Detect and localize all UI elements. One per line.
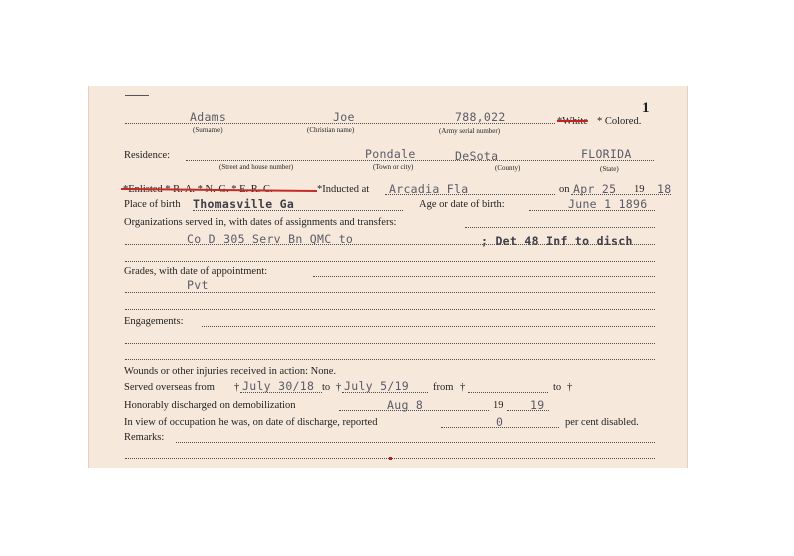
overseas-label: Served overseas from	[124, 382, 215, 393]
birth-date-value: June 1 1896	[568, 197, 648, 211]
inducted-date-value: Apr 25	[573, 182, 617, 196]
engagements-line-0	[202, 326, 655, 327]
county-caption: (County)	[495, 164, 521, 172]
name-line	[125, 123, 555, 124]
discharge-year-prefix: 19	[493, 400, 504, 411]
county-value: DeSota	[455, 149, 499, 163]
surname-value: Adams	[190, 110, 227, 124]
inducted-label: *Inducted at	[317, 184, 370, 195]
grades-line-2	[125, 309, 655, 310]
state-caption: (State)	[600, 165, 619, 173]
engagements-label: Engagements:	[124, 316, 184, 327]
discharge-year-line	[507, 410, 549, 411]
discharge-date-line	[339, 410, 489, 411]
grade-value: Pvt	[187, 278, 209, 292]
inducted-year-value: 18	[657, 182, 672, 196]
overseas-from-line	[240, 392, 322, 393]
grades-line-1	[125, 292, 655, 293]
overseas-to-dagger: †	[336, 382, 342, 393]
remarks-label: Remarks:	[124, 432, 165, 443]
inducted-place-line	[385, 194, 555, 195]
overseas-to-line	[342, 392, 428, 393]
disabled-label: per cent disabled.	[565, 417, 639, 428]
overseas-from-value: July 30/18	[242, 379, 315, 393]
age-label: Age or date of birth:	[419, 199, 505, 210]
wounds-label: Wounds or other injuries received in action: None.	[124, 366, 337, 377]
christian-caption: (Christian name)	[307, 126, 355, 134]
street-caption: (Street and house number)	[219, 163, 294, 171]
engagements-line-2	[125, 359, 655, 360]
organizations-label: Organizations served in, with dates of assignments and transfers:	[124, 217, 397, 228]
organization-2-value: ; Det 48 Inf to disch	[481, 234, 633, 248]
serial-number-value: 788,022	[455, 110, 506, 124]
on-label: on	[559, 184, 570, 195]
card-number: 1	[642, 100, 650, 116]
top-rule	[125, 95, 149, 96]
service-record-card	[88, 86, 688, 468]
organizations-line-0	[465, 227, 655, 228]
birthplace-label: Place of birth	[124, 199, 181, 210]
birthplace-line	[193, 210, 403, 211]
overseas-from2-label: from	[433, 382, 454, 393]
race-colored-label: * Colored.	[597, 116, 642, 127]
occupation-label: In view of occupation he was, on date of discharge, reported	[124, 417, 378, 428]
overseas-to2-dagger: †	[567, 382, 573, 393]
birth-date-line	[529, 210, 655, 211]
disability-line	[441, 427, 559, 428]
grades-label: Grades, with date of appointment:	[124, 266, 268, 277]
discharge-date-value: Aug 8	[387, 398, 424, 412]
overseas-from-dagger: †	[234, 382, 240, 393]
overseas-from2-line	[468, 392, 548, 393]
overseas-to-label: to	[322, 382, 331, 393]
discharged-label: Honorably discharged on demobilization	[124, 400, 296, 411]
grades-line-0	[313, 276, 655, 277]
inducted-date-line	[571, 194, 671, 195]
overseas-from2-dagger: †	[460, 382, 466, 393]
residence-label: Residence:	[124, 150, 171, 161]
surname-caption: (Surname)	[193, 126, 223, 134]
organizations-line-1	[125, 244, 655, 245]
inducted-year-prefix: 19	[634, 184, 645, 195]
overseas-to2-label: to	[553, 382, 562, 393]
organization-1-value: Co D 305 Serv Bn QMC to	[187, 232, 354, 246]
inducted-place-value: Arcadia Fla	[389, 182, 469, 196]
town-value: Pondale	[365, 147, 416, 161]
race-white-struck: *White	[557, 116, 588, 127]
bottom-mark	[389, 457, 392, 460]
serial-caption: (Army serial number)	[439, 127, 501, 135]
discharge-year-value: 19	[530, 398, 545, 412]
state-value: FLORIDA	[581, 147, 632, 161]
engagements-line-1	[125, 343, 655, 344]
birthplace-value: Thomasville Ga	[193, 197, 295, 211]
christian-name-value: Joe	[333, 110, 355, 124]
remarks-line-0	[176, 442, 655, 443]
organizations-line-2	[125, 261, 655, 262]
town-caption: (Town or city)	[373, 163, 414, 171]
overseas-to-value: July 5/19	[344, 379, 410, 393]
disability-percent-value: 0	[496, 415, 504, 429]
residence-line	[186, 160, 654, 161]
